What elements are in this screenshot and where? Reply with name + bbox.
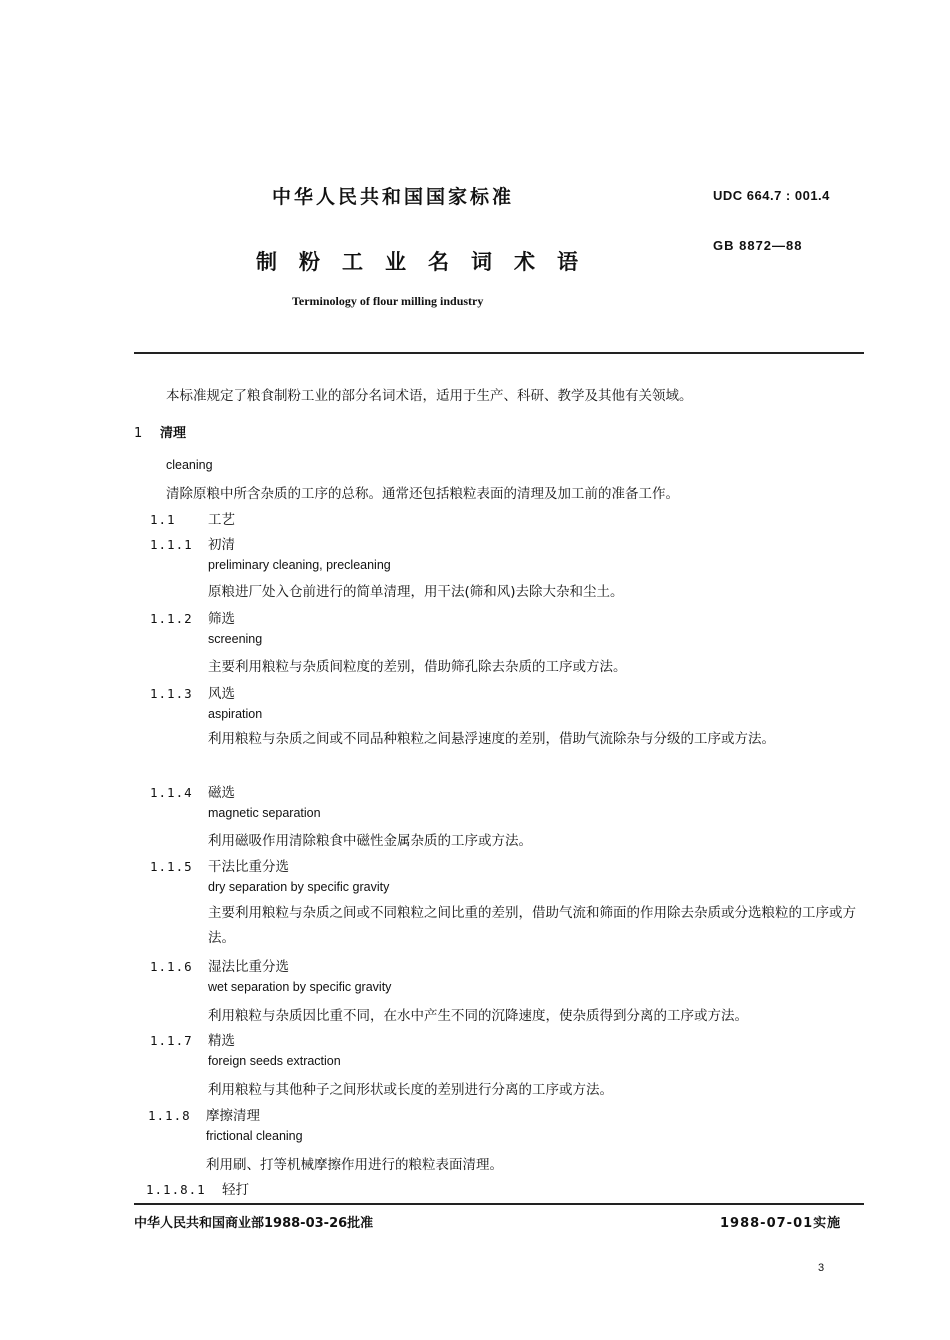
- term-heading: [150, 682, 235, 702]
- term-name: 风选: [208, 686, 235, 702]
- term-number: 1.1.4: [150, 785, 193, 800]
- term-name: 筛选: [208, 611, 235, 627]
- section-title: 清理: [160, 426, 187, 441]
- gb-number: GB 8872—88: [713, 238, 803, 253]
- standard-title: 中华人民共和国国家标准: [272, 186, 515, 208]
- section-heading: [134, 422, 186, 441]
- subsection-title: 工艺: [208, 512, 235, 528]
- term-definition: 利用粮粒与其他种子之间形状或长度的差别进行分离的工序或方法。: [208, 1082, 613, 1098]
- term-heading: [150, 781, 235, 801]
- section-english: cleaning: [166, 458, 213, 472]
- scope-statement: 本标准规定了粮食制粉工业的部分名词术语，适用于生产、科研、教学及其他有关领域。: [166, 388, 693, 404]
- term-definition: 原粮进厂处入仓前进行的简单清理，用干法(筛和风)去除大杂和尘土。: [208, 584, 624, 600]
- term-english: frictional cleaning: [206, 1129, 303, 1143]
- term-english: dry separation by specific gravity: [208, 880, 390, 894]
- term-definition: 主要利用粮粒与杂质间粒度的差别，借助筛孔除去杂质的工序或方法。: [208, 659, 627, 675]
- term-english: aspiration: [208, 707, 263, 721]
- term-definition: 利用刷、打等机械摩擦作用进行的粮粒表面清理。: [206, 1157, 503, 1173]
- term-english: screening: [208, 632, 263, 646]
- term-heading: [148, 1104, 260, 1124]
- term-number: 1.1.1: [150, 537, 193, 552]
- term-heading: [150, 533, 235, 553]
- term-definition: 主要利用粮粒与杂质之间或不同粮粒之间比重的差别，借助气流和筛面的作用除去杂质或分选粮粒的工序或方法。: [208, 905, 856, 946]
- term-definition: 利用粮粒与杂质因比重不同，在水中产生不同的沉降速度，使杂质得到分离的工序或方法。: [208, 1008, 748, 1024]
- term-heading: [150, 855, 289, 875]
- term-definition: 利用磁吸作用清除粮食中磁性金属杂质的工序或方法。: [208, 833, 532, 849]
- section-number: 1: [134, 426, 143, 441]
- term-number: 1.1.3: [150, 686, 193, 701]
- approval-note: 中华人民共和国商业部1988-03-26批准: [134, 1216, 374, 1231]
- term-number: 1.1.8: [148, 1108, 191, 1123]
- term-definition: 利用粮粒与杂质之间或不同品种粮粒之间悬浮速度的差别，借助气流除杂与分级的工序或方法。: [208, 731, 775, 747]
- term-name: 精选: [208, 1033, 235, 1049]
- term-english: wet separation by specific gravity: [208, 980, 392, 994]
- subterm-heading: [146, 1178, 249, 1198]
- term-number: 1.1.7: [150, 1033, 193, 1048]
- term-heading: [150, 955, 289, 975]
- english-title: Terminology of flour milling industry: [292, 294, 484, 308]
- document-title: 制粉工业名词术语: [256, 250, 600, 274]
- term-number: 1.1.5: [150, 859, 193, 874]
- term-name: 初清: [208, 537, 235, 553]
- term-english: magnetic separation: [208, 806, 321, 820]
- term-english: foreign seeds extraction: [208, 1054, 341, 1068]
- subsection-number: 1.1: [150, 512, 176, 527]
- section-definition: 清除原粮中所含杂质的工序的总称。通常还包括粮粒表面的清理及加工前的准备工作。: [166, 486, 679, 502]
- page-number: 3: [818, 1262, 825, 1274]
- term-number: 1.1.2: [150, 611, 193, 626]
- header-divider: [134, 352, 864, 354]
- term-name: 湿法比重分选: [208, 959, 289, 975]
- term-english: preliminary cleaning, precleaning: [208, 558, 391, 572]
- implementation-date: 1988-07-01实施: [720, 1216, 842, 1231]
- subsection-heading: [150, 508, 235, 528]
- subterm-number: 1.1.8.1: [146, 1182, 206, 1197]
- term-number: 1.1.6: [150, 959, 193, 974]
- udc-code: UDC 664.7 : 001.4: [713, 188, 830, 203]
- term-name: 干法比重分选: [208, 859, 289, 875]
- subterm-name: 轻打: [222, 1182, 249, 1198]
- footer-divider: [134, 1203, 864, 1205]
- term-name: 磁选: [208, 785, 235, 801]
- term-heading: [150, 1029, 235, 1049]
- term-name: 摩擦清理: [206, 1108, 260, 1124]
- term-heading: [150, 607, 235, 627]
